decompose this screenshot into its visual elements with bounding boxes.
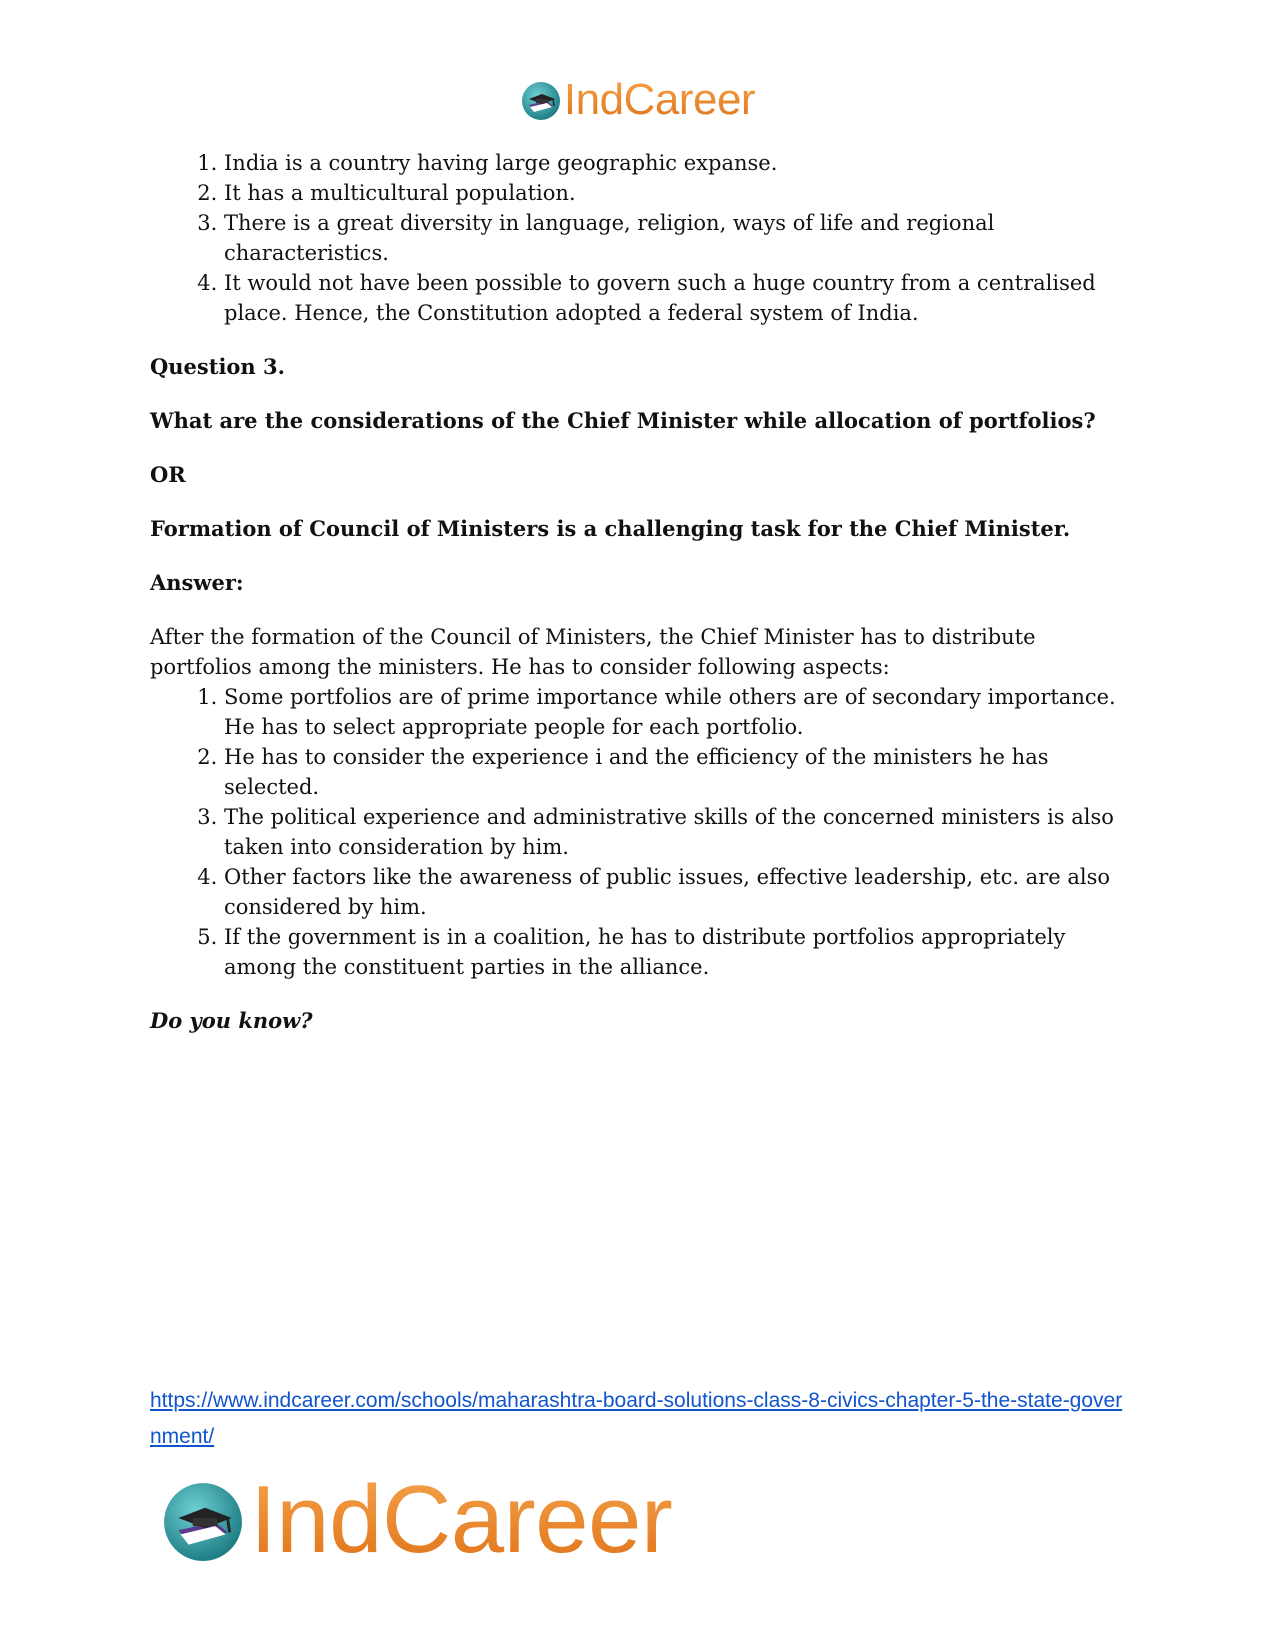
list-item: 3. The political experience and administrative skills of the concerned ministers is also taken into consideration by him. (224, 802, 1130, 862)
list-item: 2. It has a multicultural population. (224, 178, 1130, 208)
source-url-link[interactable]: https://www.indcareer.com/schools/maharashtra-board-solutions-class-8-civics-chapter-5-the-state-government/ (150, 1389, 1123, 1448)
list-item: 1. India is a country having large geographic expanse. (224, 148, 1130, 178)
list-item: 1. Some portfolios are of prime importance while others are of secondary importance. He has to select appropriate people for each portfolio. (224, 682, 1130, 742)
logo (160, 1466, 673, 1573)
footer-logo (160, 1466, 673, 1573)
graduation-book-globe-icon (160, 1477, 246, 1563)
answer-points-list (150, 682, 1130, 982)
logo (520, 75, 756, 124)
question-number: Question 3. (150, 354, 285, 379)
graduation-book-globe-icon (520, 79, 562, 121)
list-item: 4. It would not have been possible to govern such a huge country from a centralised place. Hence, the Constitution adopted a federal system of India. (224, 268, 1130, 328)
or-label: OR (150, 462, 186, 487)
question-text: What are the considerations of the Chief Minister while allocation of portfolios? (150, 408, 1096, 433)
intro-list (150, 148, 1130, 328)
do-you-know-heading: Do you know? (150, 1008, 313, 1033)
logo-text: IndCareer (250, 1466, 673, 1573)
list-item: 5. If the government is in a coalition, he has to distribute portfolios appropriately among the constituent parties in the alliance. (224, 922, 1130, 982)
answer-intro: After the formation of the Council of Ministers, the Chief Minister has to distribute portfolios among the ministers. He has to consider following aspects: (150, 625, 1036, 679)
logo-text: IndCareer (563, 75, 756, 124)
list-item: 3. There is a great diversity in language, religion, ways of life and regional characteristics. (224, 208, 1130, 268)
list-item: 4. Other factors like the awareness of public issues, effective leadership, etc. are also considered by him. (224, 862, 1130, 922)
main-content (150, 148, 1130, 1036)
answer-label: Answer: (150, 570, 244, 595)
list-item: 2. He has to consider the experience i and the efficiency of the ministers he has selected. (224, 742, 1130, 802)
header-logo (0, 75, 1275, 124)
question-alt-text: Formation of Council of Ministers is a challenging task for the Chief Minister. (150, 516, 1071, 541)
